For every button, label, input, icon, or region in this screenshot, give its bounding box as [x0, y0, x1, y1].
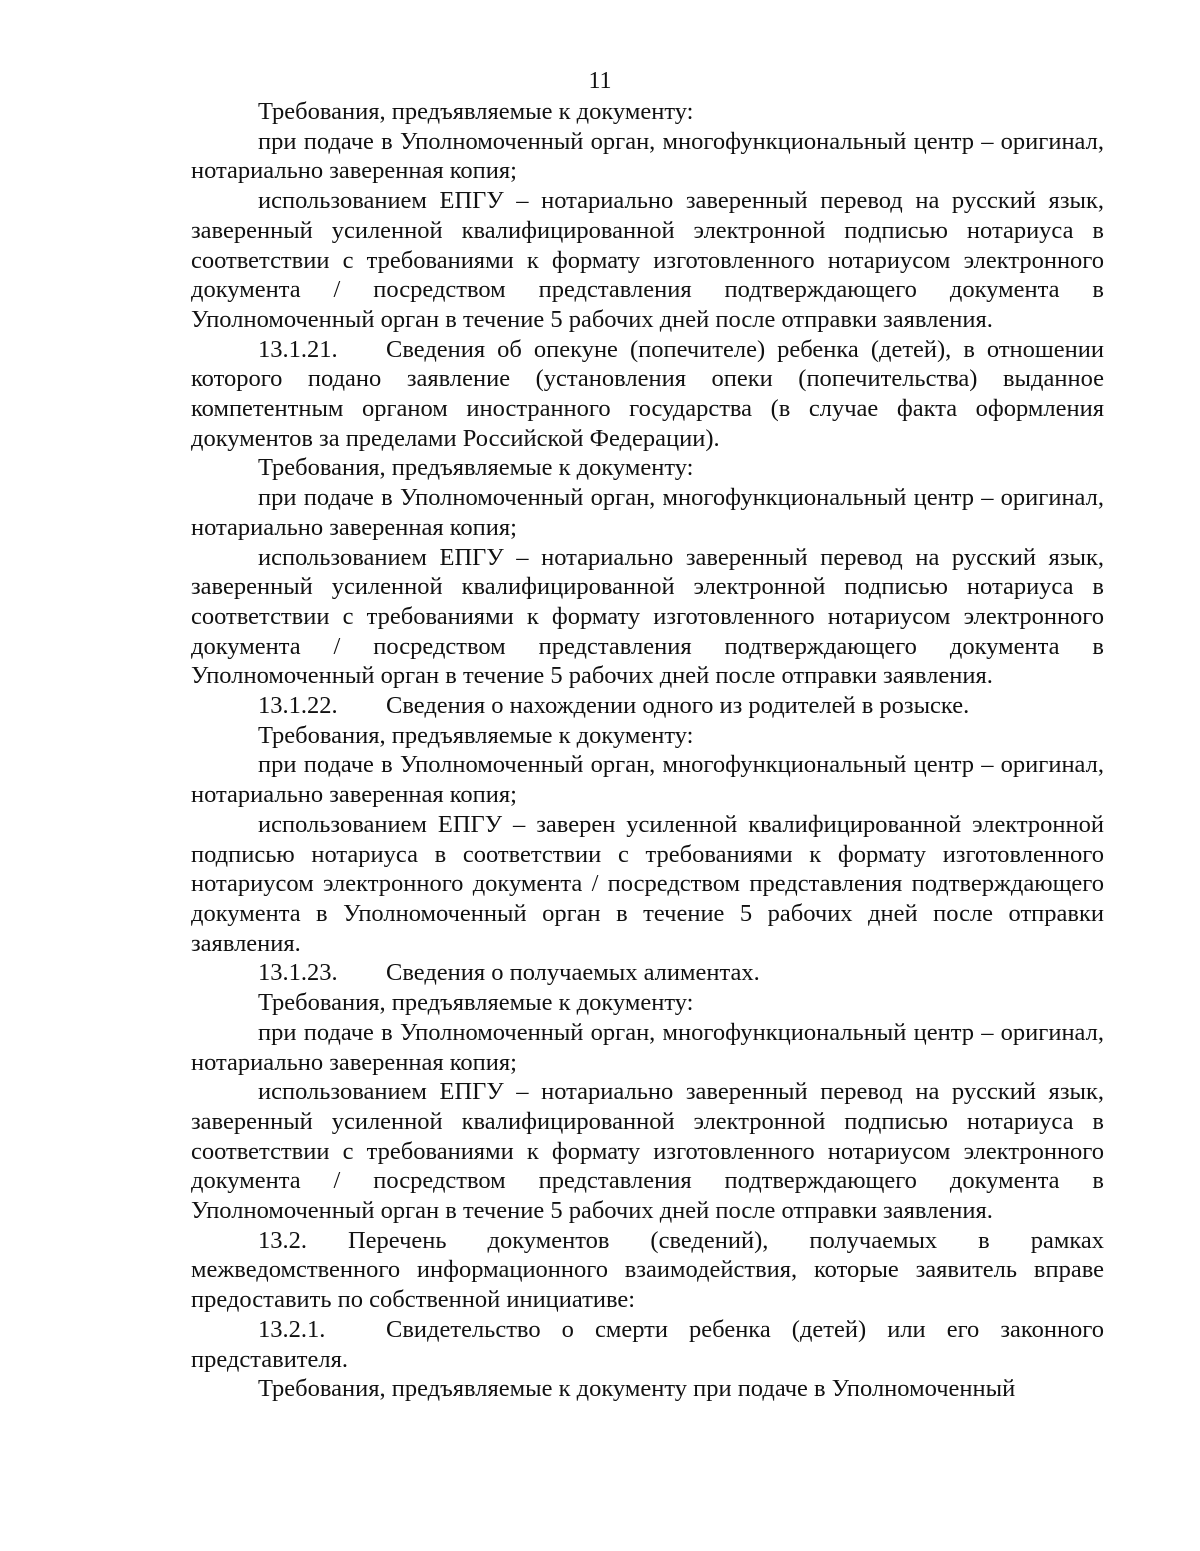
- section-number: 13.1.21.: [258, 335, 338, 363]
- page-number: 11: [588, 68, 612, 94]
- paragraph-text: Сведения об опекуне (попечителе) ребенка (детей), в отношении которого подано заявление (установления опеки (попечительства) выданное компетентным органом иностранного государства (в случае факта оформления документов за пределами Российской Федерации).: [191, 335, 1104, 452]
- paragraph: [191, 483, 1104, 542]
- paragraph: [191, 453, 1104, 483]
- paragraph-text: Свидетельство о смерти ребенка (детей) или его законного представителя.: [191, 1315, 1104, 1373]
- paragraph-text: при подаче в Уполномоченный орган, многофункциональный центр – оригинал, нотариально заверенная копия;: [191, 127, 1104, 185]
- paragraph-text: Требования, предъявляемые к документу:: [258, 721, 694, 749]
- paragraph: [191, 988, 1104, 1018]
- document-body: [191, 97, 1104, 1404]
- section-number: 13.1.23.: [258, 959, 338, 987]
- paragraph: [191, 1374, 1104, 1404]
- paragraph-text: Сведения о получаемых алиментах.: [386, 959, 760, 987]
- paragraph-text: при подаче в Уполномоченный орган, многофункциональный центр – оригинал, нотариально заверенная копия;: [191, 484, 1104, 541]
- paragraph: [191, 1077, 1104, 1226]
- paragraph-text: использованием ЕПГУ – нотариально заверенный перевод на русский язык, заверенный усиленной квалифицированной электронной подписью нотариуса в соответствии с требованиями к формату изготовленного нотариусом электронного документа / посредством представления подтверждающего документа в Уполномоченный орган в течение 5 рабочих дней после отправки заявления.: [191, 1078, 1104, 1225]
- paragraph-text: Требования, предъявляемые к документу:: [258, 989, 694, 1017]
- paragraph-text: использованием ЕПГУ – заверен усиленной квалифицированной электронной подписью нотариуса в соответствии с требованиями к формату изготовленного нотариусом электронного документа / посредством представления подтверждающего документа в Уполномоченный орган в течение 5 рабочих дней после отправки заявления.: [191, 810, 1104, 957]
- paragraph-text: Сведения о нахождении одного из родителей в розыске.: [386, 692, 970, 720]
- paragraph: [191, 810, 1104, 959]
- paragraph: [191, 958, 1104, 988]
- paragraph-text: 13.2. Перечень документов (сведений), получаемых в рамках межведомственного информационного взаимодействия, которые заявитель вправе предоставить по собственной инициативе:: [191, 1226, 1104, 1314]
- paragraph-text: использованием ЕПГУ – нотариально заверенный перевод на русский язык, заверенный усиленной квалифицированной электронной подписью нотариуса в соответствии с требованиями к формату изготовленного нотариусом электронного документа / посредством представления подтверждающего документа в Уполномоченный орган в течение 5 рабочих дней после отправки заявления.: [191, 187, 1104, 333]
- paragraph: [191, 186, 1104, 335]
- section-number: 13.2.1.: [258, 1315, 326, 1343]
- paragraph: [191, 1315, 1104, 1374]
- paragraph: [191, 335, 1104, 454]
- section-number: 13.1.22.: [258, 692, 338, 720]
- paragraph-text: при подаче в Уполномоченный орган, многофункциональный центр – оригинал, нотариально заверенная копия;: [191, 1018, 1104, 1076]
- paragraph: [191, 721, 1104, 751]
- paragraph-text: Требования, предъявляемые к документу:: [258, 454, 694, 482]
- paragraph: [191, 97, 1104, 127]
- paragraph: [191, 691, 1104, 721]
- paragraph-text: при подаче в Уполномоченный орган, многофункциональный центр – оригинал, нотариально заверенная копия;: [191, 751, 1104, 809]
- paragraph-text: Требования, предъявляемые к документу при подаче в Уполномоченный: [258, 1375, 1016, 1403]
- paragraph: [191, 1018, 1104, 1077]
- paragraph-text: Требования, предъявляемые к документу:: [258, 98, 694, 125]
- paragraph: [191, 543, 1104, 692]
- paragraph: [191, 127, 1104, 186]
- paragraph: [191, 1226, 1104, 1315]
- paragraph-text: использованием ЕПГУ – нотариально заверенный перевод на русский язык, заверенный усиленной квалифицированной электронной подписью нотариуса в соответствии с требованиями к формату изготовленного нотариусом электронного документа / посредством представления подтверждающего документа в Уполномоченный орган в течение 5 рабочих дней после отправки заявления.: [191, 543, 1104, 690]
- paragraph: [191, 750, 1104, 809]
